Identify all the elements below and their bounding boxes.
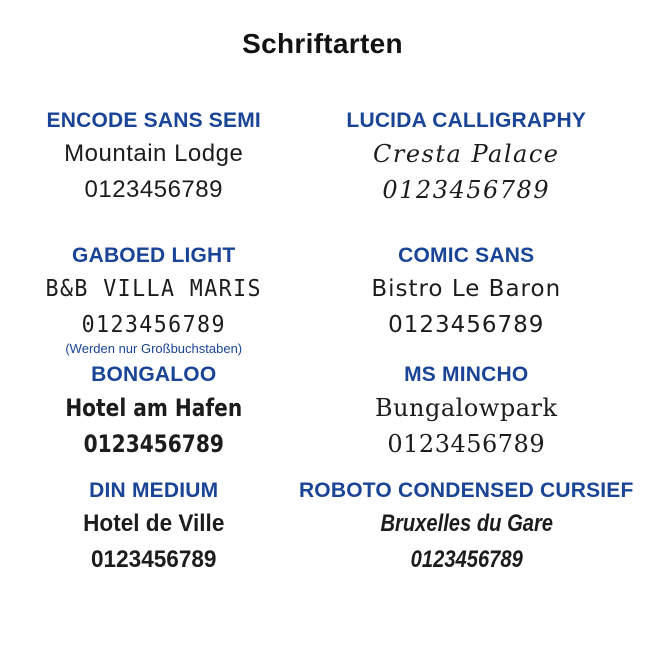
font-block-roboto-condensed-cursief bbox=[298, 478, 636, 575]
font-sample-digits: 0123456789 bbox=[83, 430, 224, 458]
font-name-label: LUCIDA CALLIGRAPHY bbox=[346, 109, 587, 132]
font-name-label: ROBOTO CONDENSED CURSIEF bbox=[298, 479, 634, 502]
font-sample-digits: 0123456789 bbox=[387, 430, 546, 458]
font-name-label: ENCODE SANS SEMI bbox=[46, 109, 261, 132]
font-sample-digits: 0123456789 bbox=[81, 312, 226, 338]
font-sample-grid bbox=[0, 108, 645, 575]
font-block-ms-mincho bbox=[298, 362, 636, 459]
font-sample-text: Cresta Palace bbox=[373, 140, 560, 168]
font-sample-text: Hotel am Hafen bbox=[65, 394, 243, 422]
font-block-lucida-calligraphy bbox=[298, 108, 636, 205]
font-sample-digits: 0123456789 bbox=[410, 546, 523, 573]
font-sample-digits: 0123456789 bbox=[382, 176, 551, 204]
font-sample-digits: 0123456789 bbox=[388, 312, 545, 338]
font-block-din-medium bbox=[10, 478, 298, 575]
font-block-gaboed-light bbox=[10, 243, 298, 357]
font-sample-text: Hotel de Ville bbox=[83, 510, 225, 537]
font-block-bongaloo bbox=[10, 362, 298, 459]
font-name-label: MS MINCHO bbox=[404, 363, 529, 386]
font-sample-text: Bruxelles du Gare bbox=[379, 510, 553, 537]
font-name-label: BONGALOO bbox=[91, 363, 217, 386]
font-sample-text: B&B VILLA MARIS bbox=[45, 276, 262, 302]
font-note: (Werden nur Großbuchstaben) bbox=[65, 341, 243, 356]
font-sample-text: Mountain Lodge bbox=[64, 140, 244, 167]
font-name-label: DIN MEDIUM bbox=[89, 479, 219, 502]
font-sample-text: Bistro Le Baron bbox=[371, 276, 562, 302]
font-block-comic-sans bbox=[298, 243, 636, 340]
font-sample-digits: 0123456789 bbox=[84, 176, 223, 203]
font-block-encode-sans-semi bbox=[10, 108, 298, 205]
font-name-label: GABOED LIGHT bbox=[72, 244, 236, 267]
font-name-label: COMIC SANS bbox=[398, 244, 535, 267]
page-title: Schriftarten bbox=[242, 28, 403, 59]
font-sample-digits: 0123456789 bbox=[91, 546, 217, 573]
font-sample-text: Bungalowpark bbox=[374, 394, 558, 422]
